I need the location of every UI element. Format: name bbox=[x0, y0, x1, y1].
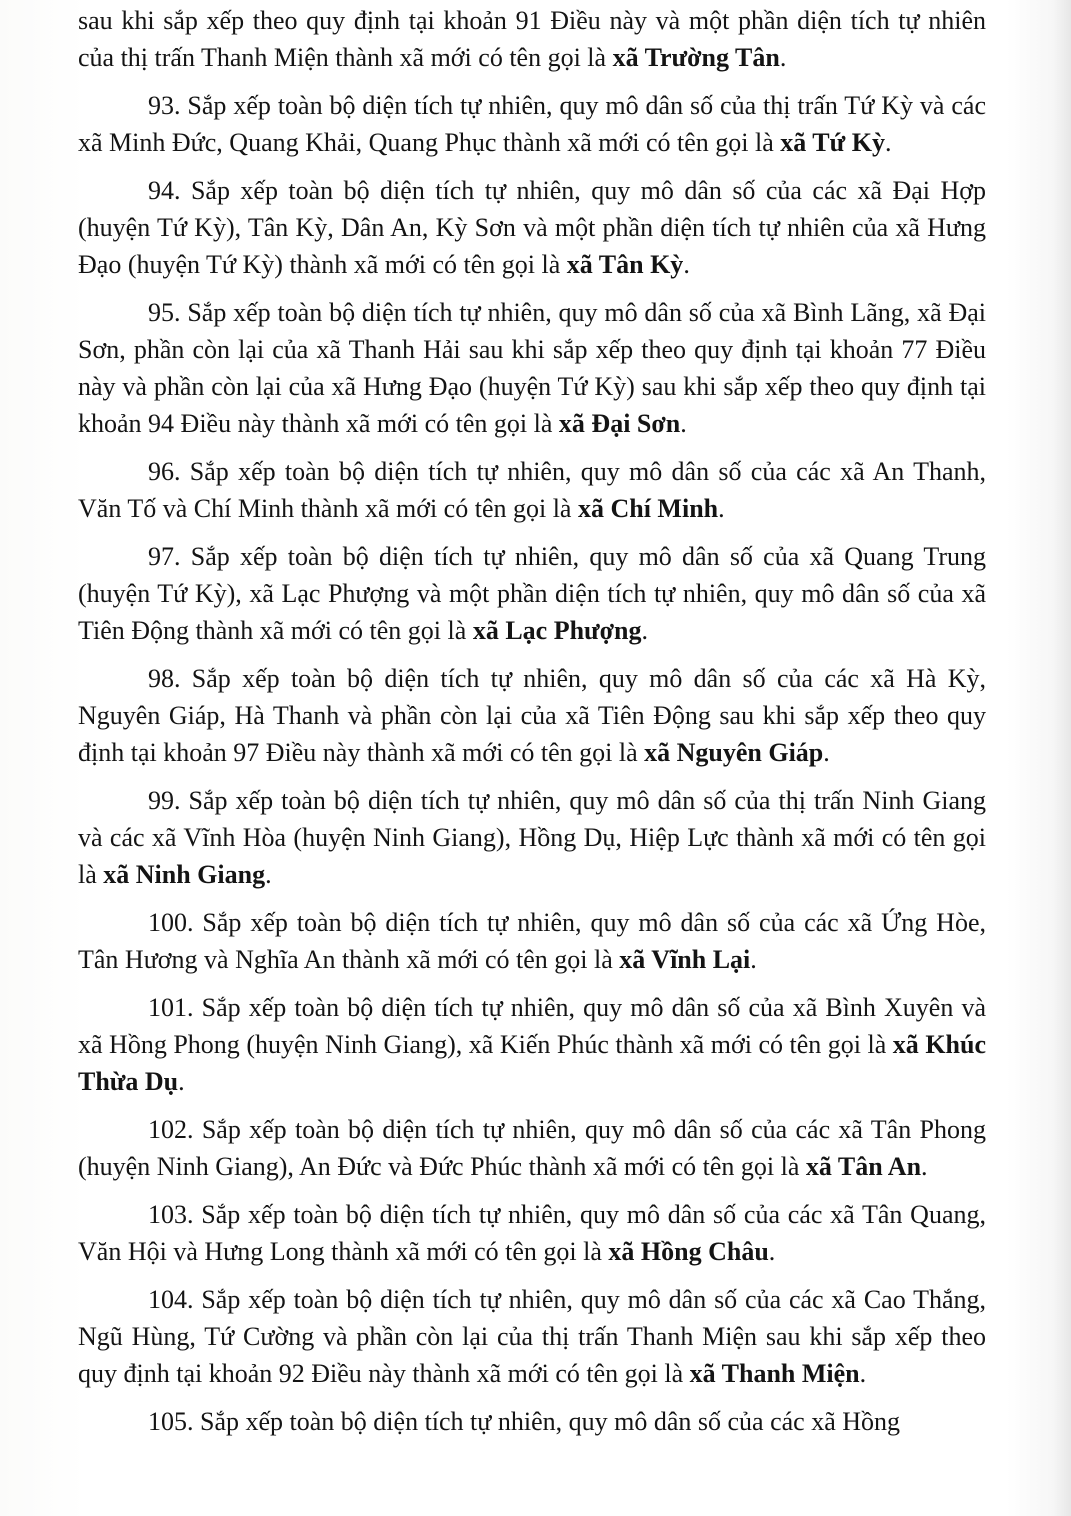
paragraph-105 bbox=[78, 1403, 986, 1440]
paragraph-text: 97. Sắp xếp toàn bộ diện tích tự nhiên, quy mô dân số của xã Quang Trung (huyện Tứ Kỳ), xã Lạc Phượng và một phần diện tích tự nhiên, quy mô dân số của xã Tiên Động thành xã mới có tên gọi là bbox=[78, 542, 986, 645]
paragraph-tail: . bbox=[823, 738, 830, 767]
commune-name: xã Lạc Phượng bbox=[472, 616, 642, 645]
paragraph-102 bbox=[78, 1111, 986, 1185]
commune-name: xã Đại Sơn bbox=[558, 409, 681, 438]
commune-name: xã Vĩnh Lại bbox=[619, 945, 751, 974]
page-edge-shadow bbox=[1053, 0, 1071, 1516]
paragraph-tail: . bbox=[768, 1237, 776, 1266]
commune-name: xã Ninh Giang bbox=[103, 860, 266, 889]
paragraph-tail: . bbox=[779, 43, 787, 72]
commune-name: xã Nguyên Giáp bbox=[644, 738, 824, 767]
paragraph-tail: . bbox=[680, 409, 687, 438]
paragraph-tail: . bbox=[750, 945, 757, 974]
paragraph-94 bbox=[78, 172, 986, 283]
paragraph-95 bbox=[78, 294, 986, 442]
commune-name: xã Tân Kỳ bbox=[566, 250, 684, 279]
paragraph-text: 105. Sắp xếp toàn bộ diện tích tự nhiên, quy mô dân số của các xã Hồng bbox=[148, 1407, 901, 1436]
paragraph-100 bbox=[78, 904, 986, 978]
paragraph-tail: . bbox=[921, 1152, 928, 1181]
commune-name: xã Chí Minh bbox=[577, 494, 719, 523]
paragraph-99 bbox=[78, 782, 986, 893]
commune-name: xã Thanh Miện bbox=[689, 1359, 860, 1388]
commune-name: xã Tứ Kỳ bbox=[780, 128, 885, 157]
paragraph-text: 100. Sắp xếp toàn bộ diện tích tự nhiên, quy mô dân số của các xã Ứng Hòe, Tân Hương và Nghĩa An thành xã mới có tên gọi là bbox=[78, 908, 986, 974]
paragraph-text: 96. Sắp xếp toàn bộ diện tích tự nhiên, quy mô dân số của các xã An Thanh, Văn Tố và Chí Minh thành xã mới có tên gọi là bbox=[78, 457, 986, 523]
commune-name: xã Khúc Thừa Dụ bbox=[78, 1030, 986, 1096]
paragraph-text: 94. Sắp xếp toàn bộ diện tích tự nhiên, quy mô dân số của các xã Đại Hợp (huyện Tứ Kỳ), Tân Kỳ, Dân An, Kỳ Sơn và một phần diện tích tự nhiên của xã Hưng Đạo (huyện Tứ Kỳ) thành xã mới có tên gọi là bbox=[78, 176, 986, 279]
paragraph-92-continued bbox=[78, 2, 986, 76]
paragraph-97 bbox=[78, 538, 986, 649]
paragraph-98 bbox=[78, 660, 986, 771]
paragraph-tail: . bbox=[265, 860, 272, 889]
paragraph-text: 102. Sắp xếp toàn bộ diện tích tự nhiên, quy mô dân số của các xã Tân Phong (huyện Ninh Giang), An Đức và Đức Phúc thành xã mới có tên gọi là bbox=[78, 1115, 986, 1181]
document-body bbox=[78, 2, 986, 1451]
paragraph-text: 99. Sắp xếp toàn bộ diện tích tự nhiên, quy mô dân số của thị trấn Ninh Giang và các xã Vĩnh Hòa (huyện Ninh Giang), Hồng Dụ, Hiệp Lực thành xã mới có tên gọi là bbox=[78, 786, 986, 889]
paragraph-tail: . bbox=[884, 128, 892, 157]
paragraph-tail: . bbox=[641, 616, 648, 645]
paragraph-104 bbox=[78, 1281, 986, 1392]
paragraph-tail: . bbox=[683, 250, 690, 279]
paragraph-tail: . bbox=[718, 494, 725, 523]
paragraph-text: 103. Sắp xếp toàn bộ diện tích tự nhiên, quy mô dân số của các xã Tân Quang, Văn Hội và Hưng Long thành xã mới có tên gọi là bbox=[78, 1200, 986, 1266]
paragraph-text: 98. Sắp xếp toàn bộ diện tích tự nhiên, quy mô dân số của các xã Hà Kỳ, Nguyên Giáp, Hà Thanh và phần còn lại của xã Tiên Động sau khi sắp xếp theo quy định tại khoản 97 Điều này thành xã mới có tên gọi là bbox=[78, 664, 986, 767]
paragraph-103 bbox=[78, 1196, 986, 1270]
paragraph-text: 95. Sắp xếp toàn bộ diện tích tự nhiên, quy mô dân số của xã Bình Lãng, xã Đại Sơn, phần còn lại của xã Thanh Hải sau khi sắp xếp theo quy định tại khoản 77 Điều này và phần còn lại của xã Hưng Đạo (huyện Tứ Kỳ) sau khi sắp xếp theo quy định tại khoản 94 Điều này thành xã mới có tên gọi là bbox=[78, 298, 986, 438]
paragraph-96 bbox=[78, 453, 986, 527]
paragraph-text: 101. Sắp xếp toàn bộ diện tích tự nhiên, quy mô dân số của xã Bình Xuyên và xã Hồng Phong (huyện Ninh Giang), xã Kiến Phúc thành xã mới có tên gọi là bbox=[78, 993, 986, 1059]
commune-name: xã Hồng Châu bbox=[608, 1237, 769, 1266]
paragraph-text: 104. Sắp xếp toàn bộ diện tích tự nhiên, quy mô dân số của các xã Cao Thắng, Ngũ Hùng, Tứ Cường và phần còn lại của thị trấn Thanh Miện sau khi sắp xếp theo quy định tại khoản 92 Điều này thành xã mới có tên gọi là bbox=[78, 1285, 986, 1388]
paragraph-text: sau khi sắp xếp theo quy định tại khoản 91 Điều này và một phần diện tích tự nhiên của thị trấn Thanh Miện thành xã mới có tên gọi là bbox=[78, 6, 986, 72]
paragraph-101 bbox=[78, 989, 986, 1100]
paragraph-93 bbox=[78, 87, 986, 161]
paragraph-text: 93. Sắp xếp toàn bộ diện tích tự nhiên, quy mô dân số của thị trấn Tứ Kỳ và các xã Minh Đức, Quang Khải, Quang Phục thành xã mới có tên gọi là bbox=[78, 91, 986, 157]
commune-name: xã Trường Tân bbox=[612, 43, 780, 72]
paragraph-tail: . bbox=[178, 1067, 185, 1096]
commune-name: xã Tân An bbox=[805, 1152, 922, 1181]
paragraph-tail: . bbox=[859, 1359, 867, 1388]
